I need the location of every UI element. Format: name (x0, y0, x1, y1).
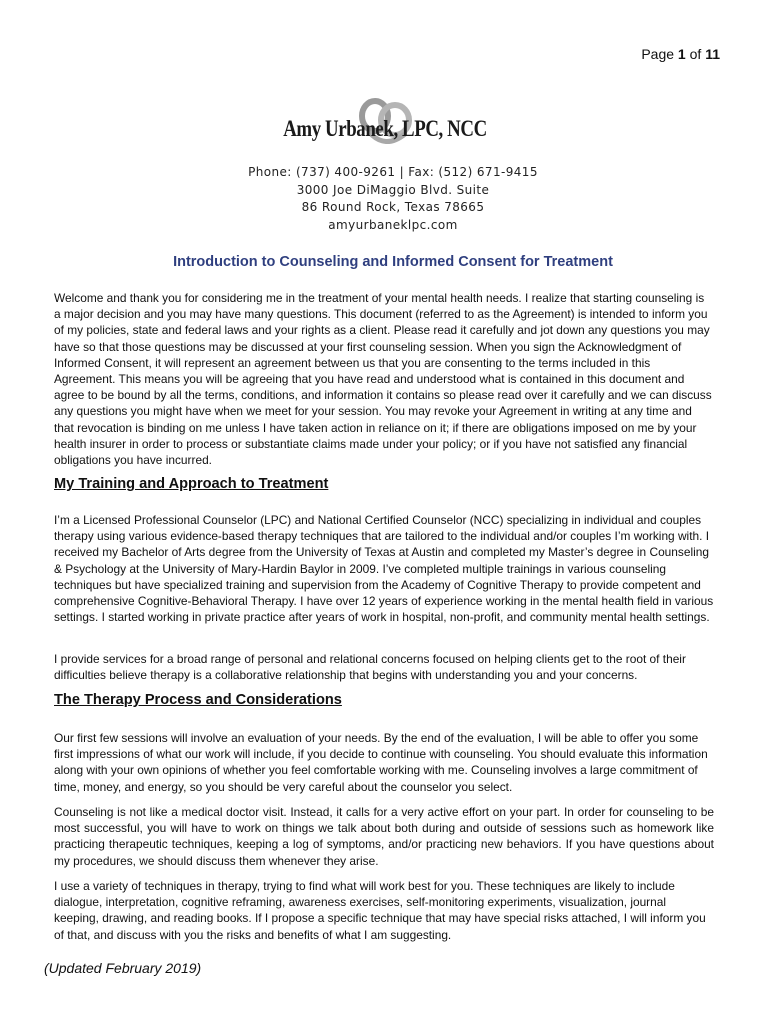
contact-website: amyurbaneklpc.com (328, 217, 458, 232)
logo (0, 98, 770, 158)
training-paragraph-2 (54, 651, 714, 683)
section-heading-training: My Training and Approach to Treatment (54, 476, 329, 492)
training-text-2: I provide services for a broad range of personal and relational concerns focused on helping clients get to the root of their difficulties believe therapy is a collaborative relationship that begins with understanding you and your concerns. (54, 652, 686, 683)
therapy-text-1: Our first few sessions will involve an evaluation of your needs. By the end of the evaluation, I will be able to offer you some first impressions of what our work will include, if you decide to continue with counseling. You should evaluate this information along with your own opinions of whether you feel comfortable working with me. Counseling involves a large commitment of time, money, and energy, so you should be very careful about the counselor you select. (54, 731, 708, 794)
page-current: 1 (677, 46, 686, 62)
training-paragraph-1 (54, 512, 714, 625)
therapy-text-3: I use a variety of techniques in therapy, trying to find what will work best for you. These techniques are likely to include dialogue, interpretation, cognitive reframing, awareness exercises, self-monitoring experiments, visualization, journal keeping, drawing, and reading books. If I propose a specific technique that may have special risks attached, I will inform you of that, and discuss with you the risks and benefits of what I am suggesting. (54, 879, 706, 942)
section-heading-therapy-process: The Therapy Process and Considerations (54, 692, 342, 708)
page-label: Page (641, 46, 675, 62)
therapy-text-2: Counseling is not like a medical doctor visit. Instead, it calls for a very active effort on your part. In order for counseling to be most successful, you will have to work on things we talk about both during and outside of sessions such as homework like practicing therapeutic techniques, keeping a log of symptoms, and/or practicing new behaviors. If you have questions about my procedures, we should discuss them whenever they arise. (54, 805, 714, 868)
contact-address-line-1: 3000 Joe DiMaggio Blvd. Suite (296, 182, 490, 197)
intro-paragraph (54, 290, 714, 468)
page-total: 11 (705, 46, 720, 62)
therapy-paragraph-1 (54, 730, 714, 795)
logo-name: Amy Urbanek, LPC, NCC (283, 116, 487, 141)
therapy-paragraph-2 (54, 804, 714, 869)
page-of: of (689, 46, 702, 62)
contact-address-line-2: 86 Round Rock, Texas 78665 (301, 200, 485, 214)
intro-text: Welcome and thank you for considering me in the treatment of your mental health needs. I realize that starting counseling is a major decision and you may have many questions. This document (referred to as the Agreement) is intended to inform you of my policies, state and federal laws and your rights as a client. Please read it carefully and jot down any questions you may have so that those questions may be discussed at your first counseling session. When you sign the Acknowledgment of Informed Consent, it will represent an agreement between us that you are consenting to the terms included in this Agreement. This means you will be agreeing that you have read and understood what is contained in this document and agree to be bound by all the terms, conditions, and information it contains so please read over it carefully and we can discuss any questions you might have when we meet for your session. You may revoke your Agreement in writing at any time and that revocation is binding on me unless I have taken action in reliance on it; if there are obligations imposed on me by your health insurer in order to process or substantiate claims made under your policy; or if you have not satisfied any financial obligations you have incurred. (54, 291, 712, 468)
footer-updated-date: (Updated February 2019) (44, 960, 202, 976)
contact-phone-fax: Phone: (737) 400-9261 | Fax: (512) 671-9415 (248, 165, 538, 179)
document-title: Introduction to Counseling and Informed Consent for Treatment (173, 254, 613, 270)
contact-block (0, 164, 770, 234)
page-number (641, 46, 720, 62)
training-text-1: I’m a Licensed Professional Counselor (LPC) and National Certified Counselor (NCC) specializing in individual and couples therapy using various evidence-based therapy techniques that are tailored to the individual and/or couples I’m working with. I received my Bachelor of Arts degree from the University of Texas at Austin and completed my Master’s degree in Counseling & Psychology at the University of Mary-Hardin Baylor in 2009. I’ve completed multiple trainings in various counseling techniques but have specialized training and supervision from the Academy of Cognitive Therapy to provide competent and comprehensive Cognitive-Behavioral Therapy. I have over 12 years of experience working in the mental health field in various settings. I started working in private practice after years of work in hospital, non-profit, and community mental health settings. (54, 513, 714, 625)
therapy-paragraph-3 (54, 878, 714, 943)
